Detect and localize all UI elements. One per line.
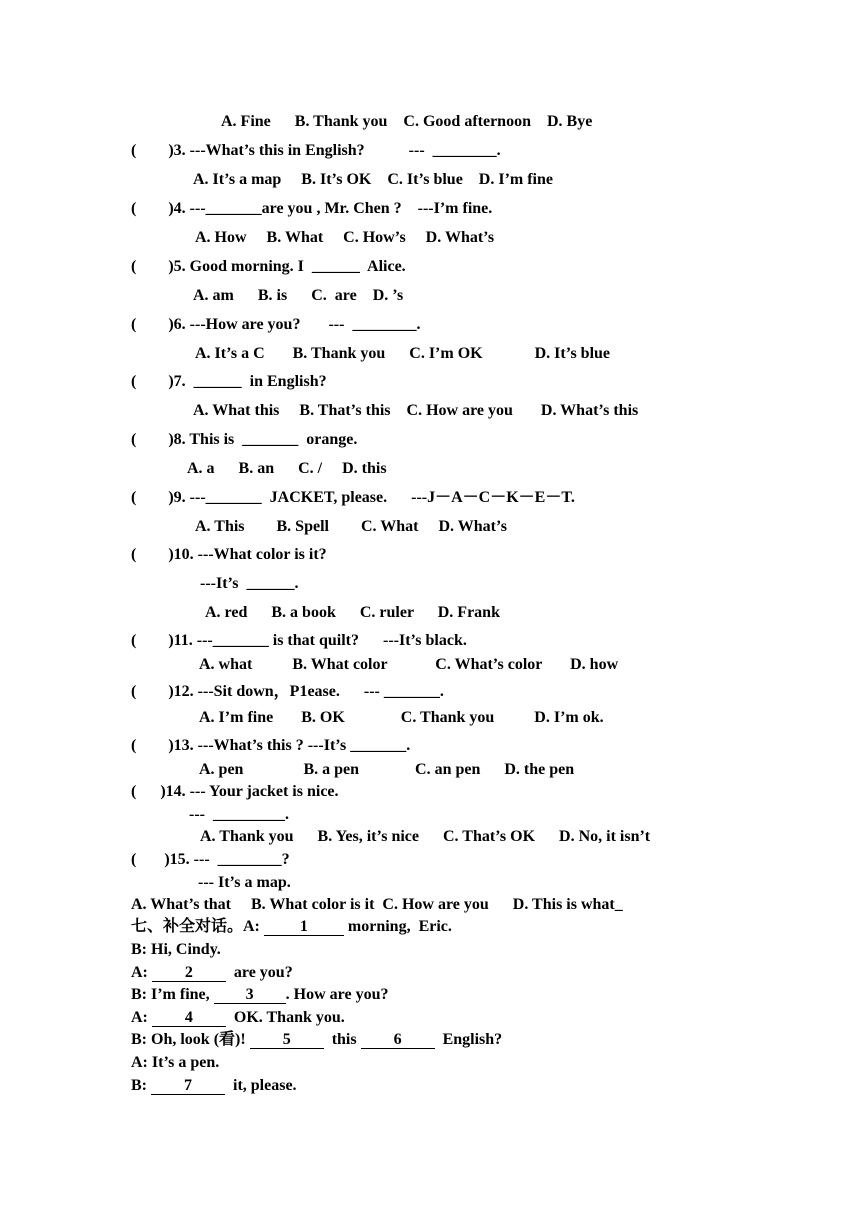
q11-options: A. what B. What color C. What’s color D. how (199, 656, 619, 673)
dialogue-text: are you? (225, 964, 293, 981)
blank-5: 5 (250, 1031, 324, 1049)
q10-question: ( )10. ---What color is it? (131, 546, 327, 563)
dialogue-text: B: I’m fine, (131, 986, 214, 1003)
q7-options: A. What this B. That’s this C. How are you D. What’s this (193, 402, 639, 419)
dialogue-line-6 (131, 1030, 502, 1050)
dialogue-text: English? (434, 1031, 503, 1048)
dialogue-speaker: A: (131, 964, 152, 981)
q12-options: A. I’m fine B. OK C. Thank you D. I’m ok. (199, 709, 604, 726)
dialogue-line-2: B: Hi, Cindy. (131, 941, 221, 958)
q12-question: ( )12. ---Sit down，P1ease. --- _______. (131, 683, 444, 700)
q5-question: ( )5. Good morning. I ______ Alice. (131, 258, 406, 275)
q4-question: ( )4. ---_______are you , Mr. Chen ? ---I’m fine. (131, 200, 493, 217)
dialogue-line-3 (131, 963, 293, 983)
dialogue-speaker: B: (131, 1077, 151, 1094)
blank-6: 6 (361, 1031, 435, 1049)
dialogue-text: this (323, 1031, 361, 1048)
dialogue-text: B: Oh, look (看)! (131, 1031, 250, 1048)
q6-question: ( )6. ---How are you? --- ________. (131, 316, 421, 333)
q15-answer-line: --- It’s a map. (198, 874, 291, 891)
q10-answer-line: ---It’s ______. (200, 575, 299, 592)
q6-options: A. It’s a C B. Thank you C. I’m OK D. It’s blue (195, 345, 611, 362)
q2-options: A. Fine B. Thank you C. Good afternoon D. Bye (221, 113, 593, 130)
dialogue-line-1 (131, 917, 452, 937)
dialogue-text: . How are you? (285, 986, 389, 1003)
q5-options: A. am B. is C. are D. ’s (193, 287, 404, 304)
dialogue-text: OK. Thank you. (225, 1009, 345, 1026)
q8-question: ( )8. This is _______ orange. (131, 431, 358, 448)
dialogue-line-7: A: It’s a pen. (131, 1054, 220, 1071)
section-heading: 七、补全对话。A: (131, 918, 260, 935)
q9-question: ( )9. ---_______ JACKET, please. ---J－A－C－K－E－T. (131, 489, 575, 506)
blank-4: 4 (152, 1009, 226, 1027)
blank-7: 7 (151, 1077, 225, 1095)
q11-question: ( )11. ---_______ is that quilt? ---It’s black. (131, 632, 467, 649)
dialogue-line-8 (131, 1076, 297, 1096)
q14-answer-line: --- _________. (189, 806, 289, 823)
dialogue-speaker: A: (131, 1009, 152, 1026)
q13-options: A. pen B. a pen C. an pen D. the pen (199, 761, 575, 778)
q3-options: A. It’s a map B. It’s OK C. It’s blue D. I’m fine (193, 171, 553, 188)
q10-options: A. red B. a book C. ruler D. Frank (205, 604, 500, 621)
q7-question: ( )7. ______ in English? (131, 373, 327, 390)
blank-2: 2 (152, 964, 226, 982)
q3-question: ( )3. ---What’s this in English? --- ________. (131, 142, 501, 159)
q14-question: ( )14. --- Your jacket is nice. (131, 783, 339, 800)
q14-options: A. Thank you B. Yes, it’s nice C. That’s OK D. No, it isn’t (200, 828, 651, 845)
q13-question: ( )13. ---What’s this ? ---It’s _______. (131, 737, 411, 754)
dialogue-line-4 (131, 985, 388, 1005)
dialogue-line-5 (131, 1008, 345, 1028)
q4-options: A. How B. What C. How’s D. What’s (195, 229, 495, 246)
q15-question: ( )15. --- ________? (131, 851, 290, 868)
blank-1: 1 (264, 918, 344, 936)
dialogue-text: it, please. (225, 1077, 297, 1094)
q9-options: A. This B. Spell C. What D. What’s (195, 518, 507, 535)
q15-options: A. What’s that B. What color is it C. How are you D. This is what_ (131, 896, 623, 913)
q8-options: A. a B. an C. / D. this (187, 460, 387, 477)
blank-3: 3 (214, 986, 286, 1004)
dialogue-text: morning, Eric. (343, 918, 452, 935)
